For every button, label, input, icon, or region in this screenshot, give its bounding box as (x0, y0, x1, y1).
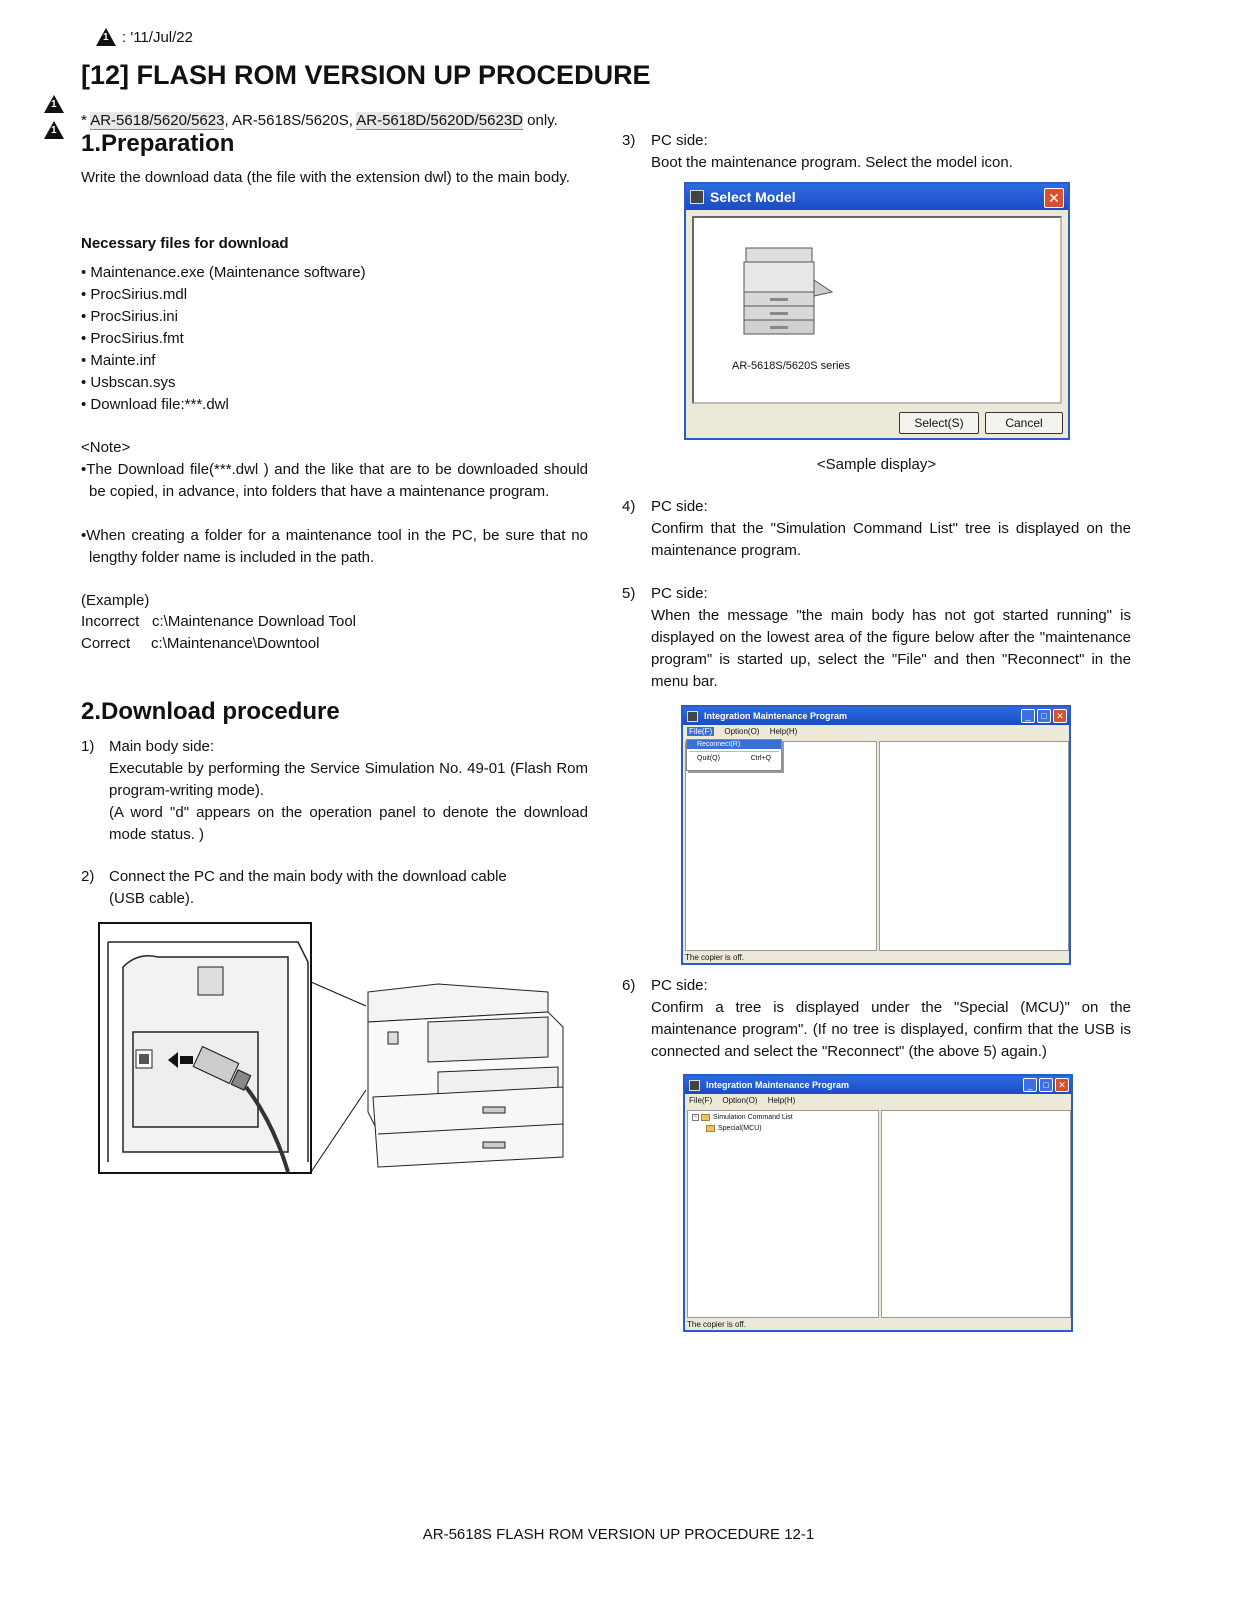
example-correct-label: Correct (81, 635, 131, 652)
step-4 (622, 496, 1131, 562)
detail-pane (879, 741, 1069, 951)
menu-item-shortcut: Ctrl+Q (750, 755, 771, 762)
example-incorrect-path: c:\Maintenance Download Tool (152, 613, 357, 630)
window-titlebar (683, 707, 1069, 725)
files-heading: Necessary files for download (81, 235, 289, 252)
files-list (81, 262, 366, 416)
step-number: 2) (81, 868, 95, 885)
note-heading: <Note> (81, 439, 131, 456)
menu-help[interactable]: Help(H) (767, 1096, 796, 1105)
revision-date: : '11/Jul/22 (122, 29, 193, 46)
window-title: Select Model (710, 189, 796, 205)
step-2 (81, 866, 588, 910)
detail-pane (881, 1110, 1071, 1318)
page-footer: AR-5618S FLASH ROM VERSION UP PROCEDURE 12-1 (422, 1526, 815, 1543)
select-button[interactable]: Select(S) (899, 412, 979, 434)
tree-node-label: Simulation Command List (713, 1114, 793, 1121)
note-2: •When creating a folder for a maintenance tool in the PC, be sure that no lengthy folder name is included in the path. (81, 527, 588, 566)
app-icon (690, 190, 704, 204)
model-list (692, 216, 1062, 404)
step-head: PC side: (651, 977, 708, 994)
model-label: AR-5618S/5620S series (732, 360, 851, 372)
step-head: PC side: (651, 585, 708, 602)
step-body (651, 975, 1131, 1063)
page-title: [12] FLASH ROM VERSION UP PROCEDURE (81, 60, 651, 90)
minimize-icon[interactable]: _ (1023, 1078, 1037, 1092)
step-number: 1) (81, 738, 95, 755)
file-menu-dropdown (686, 739, 782, 771)
close-icon[interactable]: ✕ (1053, 709, 1067, 723)
section-heading-preparation: 1.Preparation (81, 130, 235, 157)
step-number: 4) (622, 498, 636, 515)
step-body (109, 736, 588, 846)
maintenance-window-tree (683, 1074, 1073, 1332)
revision-mark-icon: 1 (96, 28, 116, 46)
window-titlebar (685, 1076, 1071, 1094)
note-1: •The Download file(***.dwl ) and the like that are to be downloaded should be copied, in advance, into folders that have a maintenance program. (81, 461, 588, 500)
menu-bar (685, 1094, 1071, 1108)
step-body (109, 866, 588, 910)
menu-item-quit[interactable] (687, 754, 781, 763)
step-body (651, 583, 1131, 693)
step-number: 6) (622, 977, 636, 994)
step-number: 3) (622, 132, 636, 149)
example-incorrect-label: Incorrect (81, 613, 140, 630)
window-titlebar (686, 184, 1068, 210)
menu-file[interactable]: File(F) (689, 727, 713, 736)
step-1 (81, 736, 588, 846)
app-icon (689, 1080, 700, 1091)
copier-icon (736, 240, 836, 340)
step-text: Confirm that the "Simulation Command List" tree is displayed on the maintenance program. (651, 520, 1131, 559)
step-head: PC side: (651, 498, 708, 515)
menu-option[interactable]: Option(O) (724, 727, 760, 736)
usb-connection-illustration (98, 922, 578, 1177)
step-head: PC side: (651, 132, 708, 149)
step-text: Connect the PC and the main body with the download cable (109, 868, 507, 885)
step-5 (622, 583, 1131, 693)
menu-item-label: Quit(Q) (697, 755, 720, 762)
list-item: • ProcSirius.fmt (81, 330, 184, 347)
example-heading: (Example) (81, 592, 150, 609)
usb-connection-drawing (98, 922, 578, 1177)
tree-node-special[interactable] (706, 1125, 762, 1132)
list-item: • Usbscan.sys (81, 374, 176, 391)
tree-pane (687, 1110, 879, 1318)
step-6 (622, 975, 1131, 1063)
step-3 (622, 130, 1131, 174)
collapse-icon[interactable]: − (693, 1114, 698, 1120)
list-item: • Download file:***.dwl (81, 396, 229, 413)
revision-mark-icon: 1 (44, 95, 64, 113)
step-number: 5) (622, 585, 636, 602)
maximize-icon[interactable]: □ (1039, 1078, 1053, 1092)
maximize-icon[interactable]: □ (1037, 709, 1051, 723)
menu-file[interactable]: File(F) (689, 1096, 713, 1105)
section-heading-download: 2.Download procedure (81, 698, 340, 725)
menu-option[interactable]: Option(O) (722, 1096, 758, 1105)
step-text: Confirm a tree is displayed under the "Special (MCU)" on the maintenance program". (If no tree is displayed, confirm that the USB is connected and select the "Reconnect" (the above 5) again.) (651, 999, 1131, 1060)
list-item: • ProcSirius.mdl (81, 286, 188, 303)
list-item: • Maintenance.exe (Maintenance software) (81, 264, 366, 281)
step-body (651, 130, 1131, 174)
step-head: Main body side: (109, 738, 215, 755)
list-item: • ProcSirius.ini (81, 308, 178, 325)
menu-help[interactable]: Help(H) (769, 727, 798, 736)
model-icon[interactable] (736, 240, 836, 340)
menu-item-reconnect[interactable]: Reconnect(R) (687, 740, 781, 749)
step-text: Boot the maintenance program. Select the model icon. (651, 154, 1013, 171)
tree-pane (685, 741, 877, 951)
menu-bar (683, 725, 1069, 739)
list-item: • Mainte.inf (81, 352, 156, 369)
tree-node-label: Special(MCU) (718, 1125, 762, 1132)
folder-icon (706, 1125, 715, 1132)
step-body (651, 496, 1131, 562)
revision-mark-icon: 1 (44, 121, 64, 139)
folder-icon (701, 1114, 710, 1121)
model-scope: * AR-5618/5620/5623, AR-5618S/5620S, AR-5618D/5620D/5623D only. (81, 112, 558, 129)
status-bar: The copier is off. (687, 1320, 746, 1329)
close-icon[interactable]: ✕ (1055, 1078, 1069, 1092)
close-icon[interactable]: ✕ (1044, 188, 1064, 208)
select-model-window (684, 182, 1070, 440)
maintenance-window-reconnect (681, 705, 1071, 965)
cancel-button[interactable]: Cancel (985, 412, 1063, 434)
example-correct-path: c:\Maintenance\Downtool (151, 635, 320, 652)
window-title: Integration Maintenance Program (704, 711, 848, 721)
sample-display-caption: <Sample display> (816, 456, 937, 473)
step-text: (A word "d" appears on the operation panel to denote the download mode status. ) (109, 804, 588, 843)
status-bar: The copier is off. (685, 953, 744, 962)
step-text: (USB cable). (109, 890, 195, 907)
preparation-intro: Write the download data (the file with the extension dwl) to the main body. (81, 169, 570, 186)
step-text: When the message "the main body has not got started running" is displayed on the lowest area of the figure below after the "maintenance program" is started up, select the "File" and then "Reconnect" in the menu bar. (651, 607, 1131, 690)
tree-node-root[interactable] (692, 1114, 793, 1121)
minimize-icon[interactable]: _ (1021, 709, 1035, 723)
step-text: Executable by performing the Service Simulation No. 49-01 (Flash Rom program-writing mode). (109, 760, 588, 799)
app-icon (687, 711, 698, 722)
window-title: Integration Maintenance Program (706, 1080, 850, 1090)
